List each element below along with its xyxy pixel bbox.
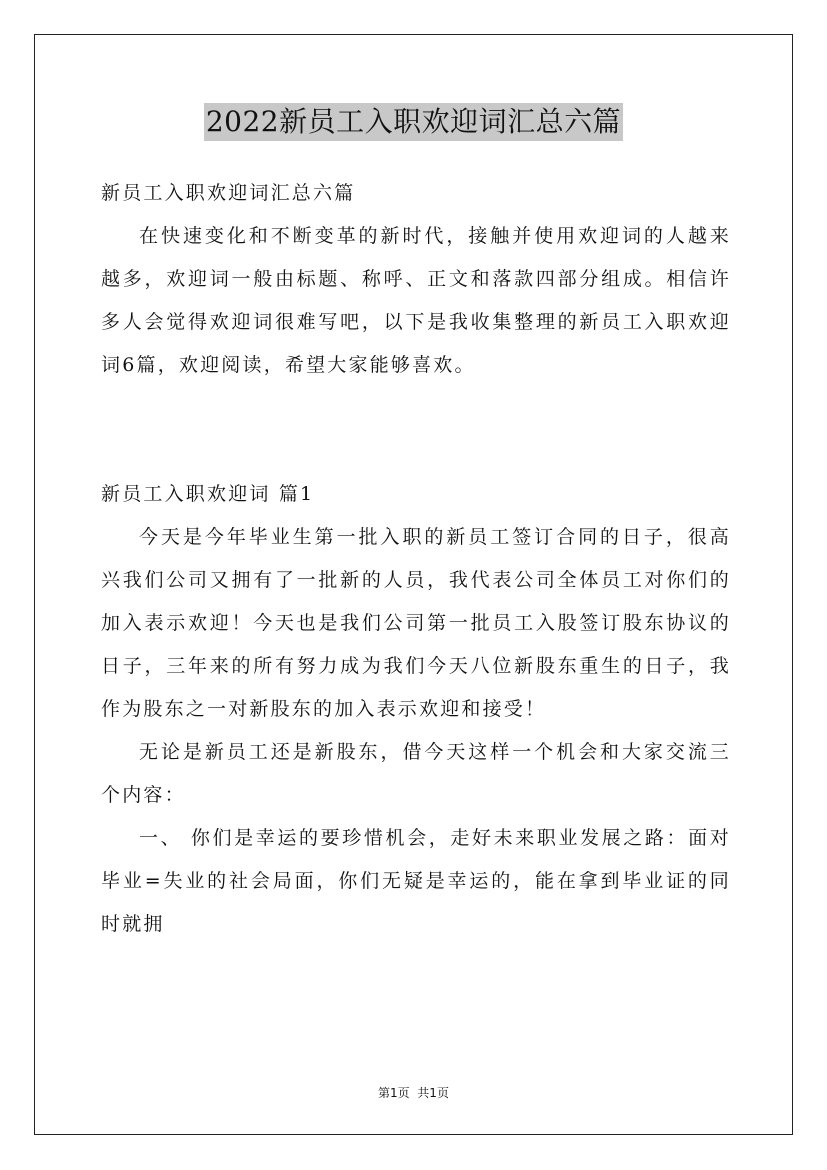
section-spacer [101, 387, 731, 473]
document-subtitle: 新员工入职欢迎词汇总六篇 [101, 182, 356, 204]
section-1-paragraph-3: 一、 你们是幸运的要珍惜机会，走好未来职业发展之路：面对毕业=失业的社会局面，你们无疑是幸运的，能在拿到毕业证的同时就拥 [101, 827, 731, 935]
document-body [101, 172, 731, 946]
page-number-label: 第1页 共1页 [378, 1086, 449, 1100]
section-1-paragraph-2: 无论是新员工还是新股东，借今天这样一个机会和大家交流三个内容： [101, 741, 731, 806]
section-1-paragraph-1: 今天是今年毕业生第一批入职的新员工签订合同的日子，很高兴我们公司又拥有了一批新的人员，我代表公司全体员工对你们的加入表示欢迎！今天也是我们公司第一批员工入股签订股东协议的日子，三年来的所有努力成为我们今天八位新股东重生的日子，我作为股东之一对新股东的加入表示欢迎和接受！ [101, 526, 731, 720]
section-1-heading: 新员工入职欢迎词 篇1 [101, 483, 315, 505]
document-title: 2022新员工入职欢迎词汇总六篇 [204, 103, 623, 141]
title-container [0, 103, 827, 141]
intro-paragraph: 在快速变化和不断变革的新时代，接触并使用欢迎词的人越来越多，欢迎词一般由标题、称呼、正文和落款四部分组成。相信许多人会觉得欢迎词很难写吧，以下是我收集整理的新员工入职欢迎词6篇，欢迎阅读，希望大家能够喜欢。 [101, 225, 731, 376]
page-footer [0, 1084, 827, 1101]
